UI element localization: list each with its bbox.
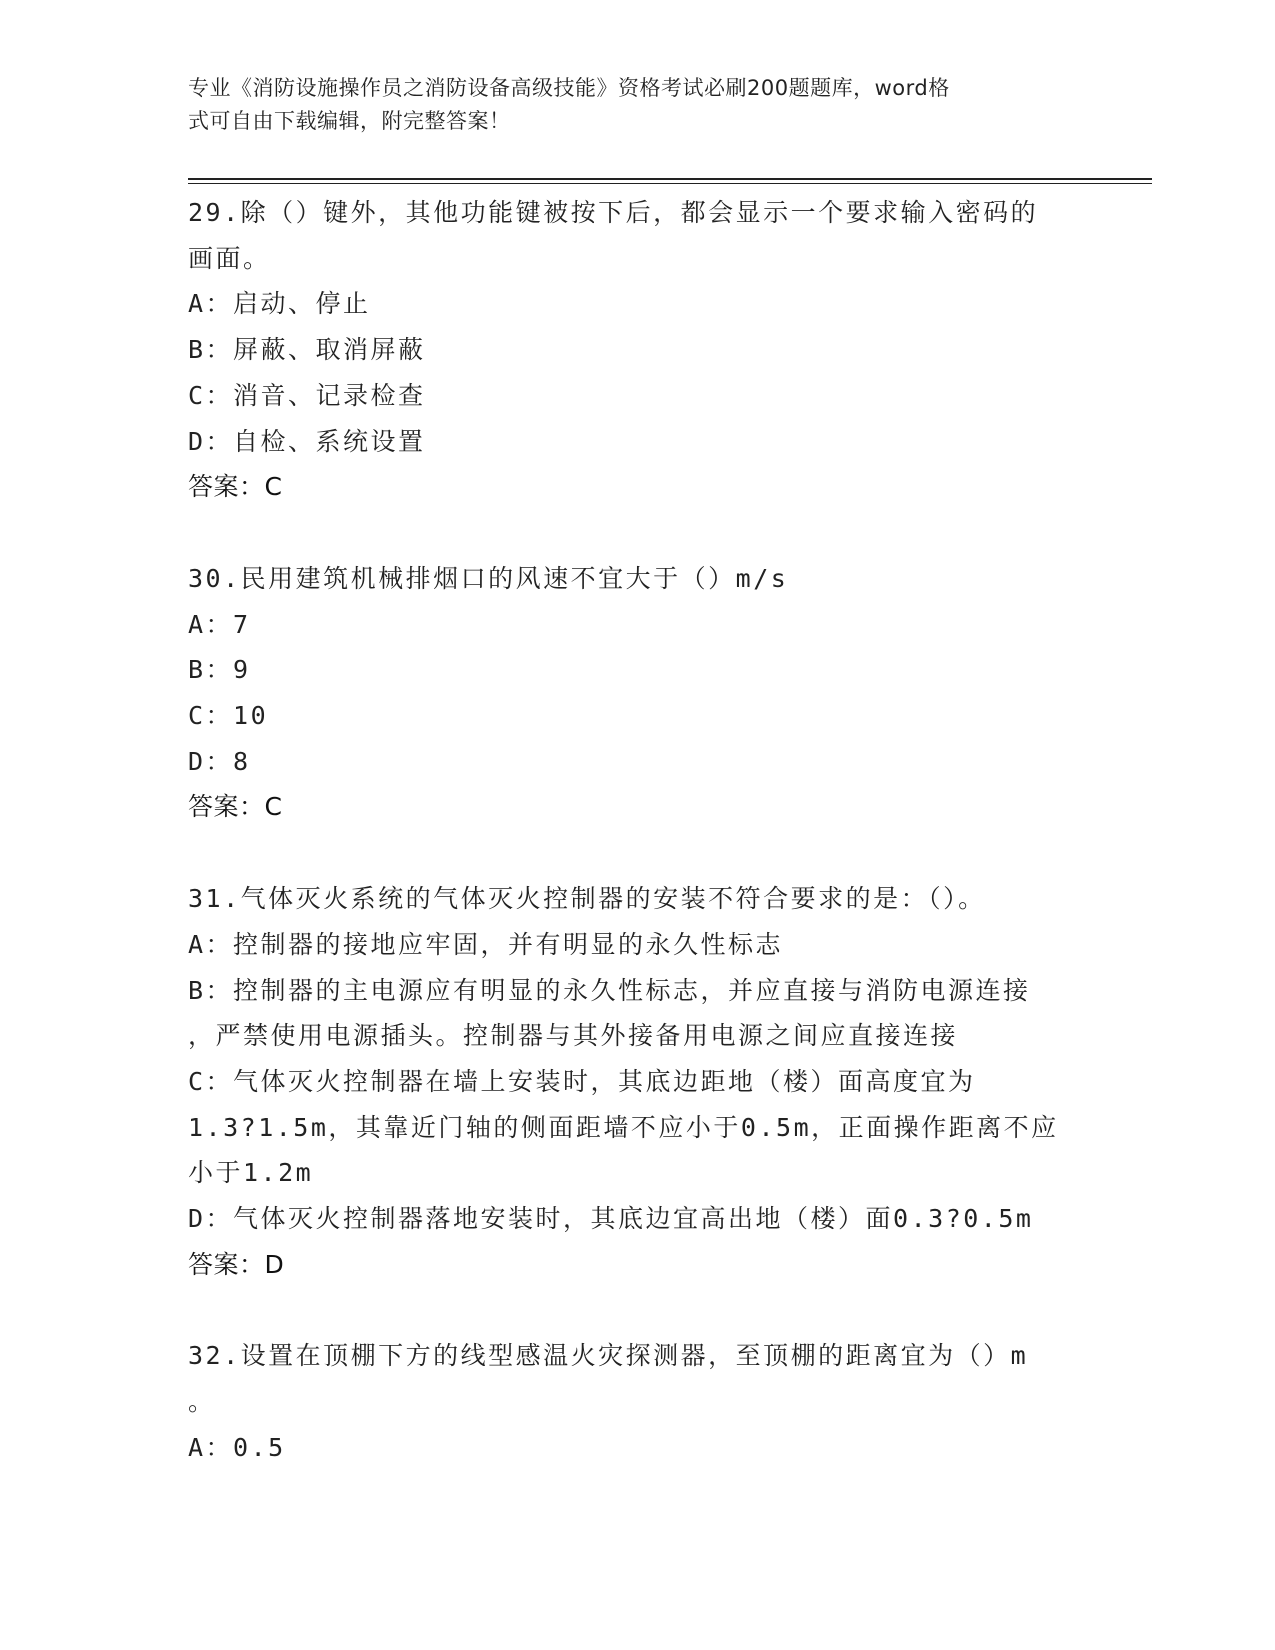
option-d: D：8 (188, 746, 251, 776)
question-text-line: 30.民用建筑机械排烟口的风速不宜大于（）m/s (188, 563, 789, 593)
question-32 (188, 1333, 1088, 1470)
answer-line (188, 1242, 1088, 1288)
option-c: C：10 (188, 701, 269, 731)
answer-label: 答案： (188, 472, 265, 502)
question-31 (188, 876, 1088, 1287)
answer-line (188, 464, 1088, 510)
option-b: B：控制器的主电源应有明显的永久性标志，并应直接与消防电源连接 (188, 975, 1031, 1005)
option-c-continued: 1.3?1.5m，其靠近门轴的侧面距墙不应小于0.5m，正面操作距离不应 (188, 1112, 1059, 1142)
header-divider-thin (188, 183, 1152, 184)
option-d: D：气体灭火控制器落地安装时，其底边宜高出地（楼）面0.3?0.5m (188, 1204, 1034, 1234)
question-list (188, 190, 1088, 1517)
option-a: A：控制器的接地应牢固，并有明显的永久性标志 (188, 929, 784, 959)
question-text-line: 32.设置在顶棚下方的线型感温火灾探测器，至顶棚的距离宜为（）m (188, 1341, 1029, 1371)
option-a: A：7 (188, 609, 251, 639)
question-text-line: 29.除（）键外，其他功能键被按下后，都会显示一个要求输入密码的 (188, 198, 1039, 227)
header-divider-thick (188, 178, 1152, 180)
answer-label: 答案： (188, 792, 265, 822)
header-line-2: 式可自由下载编辑，附完整答案！ (188, 109, 511, 133)
answer-value: C (264, 792, 283, 822)
question-29 (188, 190, 1088, 510)
answer-label: 答案： (188, 1249, 265, 1279)
option-c: C：消音、记录检查 (188, 380, 426, 410)
question-30 (188, 556, 1088, 830)
answer-value: D (264, 1249, 285, 1279)
option-c: C：气体灭火控制器在墙上安装时，其底边距地（楼）面高度宜为 (188, 1066, 976, 1096)
document-header (188, 72, 1068, 138)
option-b: B：屏蔽、取消屏蔽 (188, 335, 426, 365)
option-b: B：9 (188, 655, 251, 685)
question-text-line: 画面。 (188, 243, 271, 273)
option-b-continued: ，严禁使用电源插头。控制器与其外接备用电源之间应直接连接 (188, 1021, 959, 1051)
question-text-line: 31.气体灭火系统的气体灭火控制器的安装不符合要求的是：（）。 (188, 884, 986, 914)
option-c-continued: 小于1.2m (188, 1158, 314, 1188)
answer-value: C (264, 472, 283, 502)
question-text-line: 。 (188, 1387, 216, 1417)
header-line-1: 专业《消防设施操作员之消防设备高级技能》资格考试必刷200题题库，word格 (188, 76, 950, 100)
option-a: A：0.5 (188, 1432, 286, 1462)
option-a: A：启动、停止 (188, 289, 371, 319)
answer-line (188, 784, 1088, 830)
option-d: D：自检、系统设置 (188, 426, 426, 456)
